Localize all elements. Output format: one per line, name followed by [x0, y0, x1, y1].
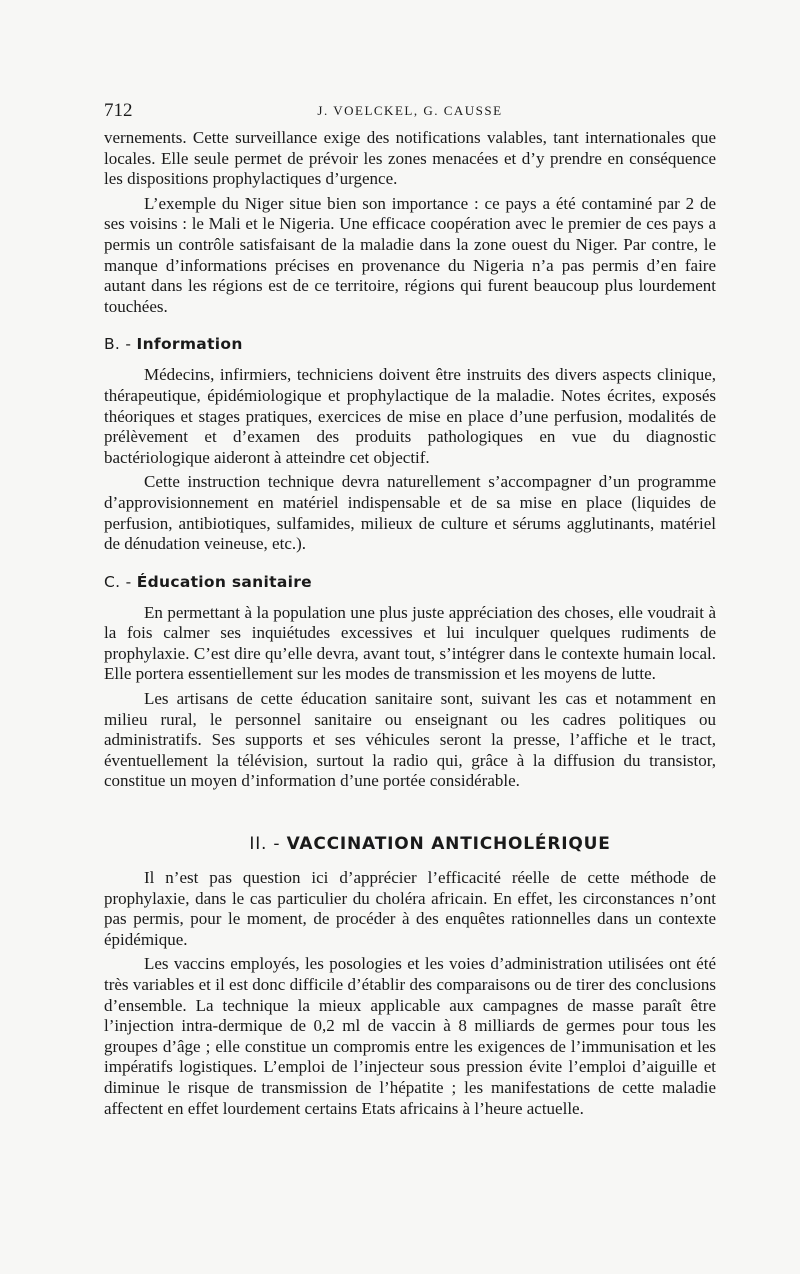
paragraph-information-2: Cette instruction technique devra naturellement s’accompagner d’un programme d’approvisionnement en matériel indispensable et de sa mise en place (liquides de perfusion, antibiotiques, sulfamides, milieux de culture et sérums agglutinants, matériel de dénudation veineuse, etc.).: [104, 472, 716, 554]
paragraph-information-1: Médecins, infirmiers, techniciens doivent être instruits des divers aspects clinique, thérapeutique, épidémiologique et prophylactique de la maladie. Notes écrites, exposés théoriques et stages pratiques, exercices de mise en place d’une perfusion, modalités de prélèvement et d’examen des produits pathologiques en vue du diagnostic bactériologique aideront à atteindre cet objectif.: [104, 365, 716, 467]
section-heading-information: [104, 335, 716, 353]
page: [104, 100, 716, 1119]
running-head: [104, 100, 716, 128]
part-heading-vaccination: [144, 834, 716, 854]
paragraph-education-2: Les artisans de cette éducation sanitaire sont, suivant les cas et notamment en milieu rural, le personnel sanitaire ou enseignant ou les cadres politiques ou administratifs. Ses supports et ses véhicules seront la presse, l’affiche et le tract, éventuellement la télévision, surtout la radio qui, grâce à la diffusion du transistor, constitue un moyen d’information d’une portée considérable.: [104, 689, 716, 791]
paragraph-vaccination-2: Les vaccins employés, les posologies et les voies d’administration utilisées ont été très variables et il est donc difficile d’établir des comparaisons ou de tirer des conclusions d’ensemble. La technique la mieux applicable aux campagnes de masse paraît être l’injection intra-dermique de 0,2 ml de vaccin à 8 milliards de germes pour tous les groupes d’âge ; elle constitue un compromis entre les exigences de l’immunisation et les impératifs logistiques. L’emploi de l’injecteur sous pression évite l’emploi d’aiguille et diminue le risque de transmission de l’hépatite ; les manifestations de cette maladie affectent en effet lourdement certains Etats africains à l’heure actuelle.: [104, 954, 716, 1118]
section-letter: B. -: [104, 335, 132, 354]
section-letter: C. -: [104, 572, 132, 591]
part-title: VACCINATION ANTICHOLÉRIQUE: [286, 834, 611, 855]
paragraph-niger-example: L’exemple du Niger situe bien son importance : ce pays a été contaminé par 2 de ses voisins : le Mali et le Nigeria. Une efficace coopération avec le premier de ces pays a permis un contrôle satisfaisant de la maladie dans la zone ouest du Niger. Par contre, le manque d’informations précises en provenance du Nigeria n’a pas permis d’en faire autant dans les régions est de ce territoire, régions qui furent beaucoup plus lourdement touchées.: [104, 193, 716, 316]
section-title: Éducation sanitaire: [136, 572, 312, 591]
page-number: 712: [104, 100, 133, 121]
section-heading-education: [104, 573, 716, 591]
paragraph-vaccination-1: Il n’est pas question ici d’apprécier l’efficacité réelle de cette méthode de prophylaxie, dans le cas particulier du choléra africain. En effet, les circonstances n’ont pas permis, pour le moment, de procéder à des enquêtes rationnelles dans un contexte épidémique.: [104, 868, 716, 949]
paragraph-education-1: En permettant à la population une plus juste appréciation des choses, elle voudrait à la fois calmer ses inquiétudes excessives et lui inculquer quelques rudiments de prophylaxie. C’est dire qu’elle devra, avant tout, s’intégrer dans le contexte humain local. Elle portera essentiellement sur les modes de transmission et les moyens de lutte.: [104, 602, 716, 684]
paragraph-continuation: vernements. Cette surveillance exige des notifications valables, tant internationales que locales. Elle seule permet de prévoir les zones menacées et d’y prendre en conséquence les dispositions prophylactiques d’urgence.: [104, 128, 716, 189]
section-title: Information: [136, 335, 243, 354]
running-head-authors: J. VOELCKEL, G. CAUSSE: [317, 103, 503, 118]
part-number: II. -: [249, 834, 281, 855]
